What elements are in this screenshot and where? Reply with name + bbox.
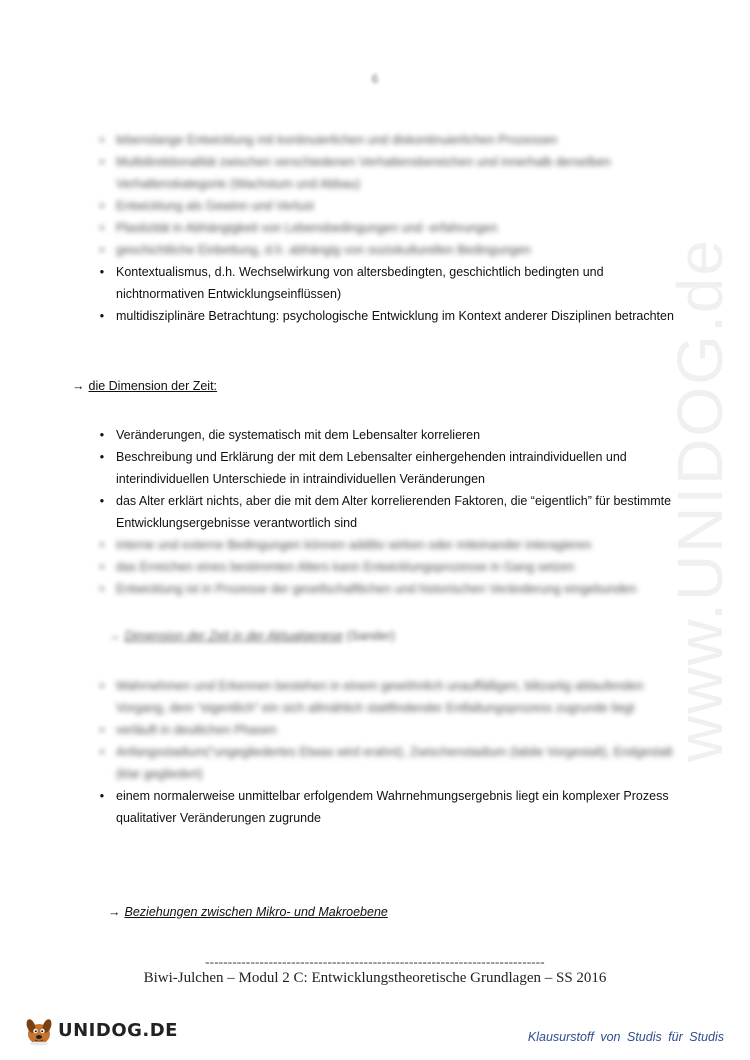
- bullet-icon: •: [99, 243, 105, 257]
- bullet-icon: •: [99, 745, 105, 759]
- section-heading-zeit: [72, 376, 217, 396]
- dog-mascot-icon: [22, 1014, 56, 1046]
- unidog-logo: [22, 1014, 178, 1046]
- section-heading-text: Dimension der Zeit in der Aktualgenese: [124, 629, 343, 643]
- bullet-list-aktualgenese: [96, 675, 686, 829]
- list-item: [96, 261, 686, 305]
- list-item-text: geschichtliche Einbettung, d.h. abhängig von soziokulturellen Bedingungen: [116, 243, 531, 257]
- list-item: [96, 675, 686, 719]
- bullet-icon: •: [99, 560, 105, 574]
- bullet-icon: •: [99, 538, 105, 552]
- section-heading-aktualgenese: [108, 626, 395, 646]
- bullet-icon: •: [99, 155, 105, 169]
- bullet-icon: •: [99, 199, 105, 213]
- arrow-right-icon: →: [108, 629, 121, 643]
- list-item-text: Plastizität in Abhängigkeit von Lebensbedingungen und -erfahrungen: [116, 221, 498, 235]
- list-item-text: das Alter erklärt nichts, aber die mit dem Alter korrelierenden Faktoren, die “eigentlich” für bestimmte Entwicklungsergebnisse verantwortlich sind: [116, 494, 672, 530]
- list-item-text: Kontextualismus, d.h. Wechselwirkung von altersbedingten, geschichtlich bedingten und nichtnormativen Entwicklungseinflüssen): [116, 265, 604, 301]
- list-item: [96, 239, 686, 261]
- bullet-icon: •: [99, 309, 105, 323]
- logo-text: UNIDOG.DE: [58, 1019, 178, 1041]
- bullet-list-principles: [96, 129, 686, 327]
- tagline: Klausurstoff von Studis für Studis: [527, 1030, 724, 1044]
- list-item: [96, 446, 686, 490]
- list-item-text: verläuft in deutlichen Phasen: [116, 723, 277, 737]
- list-item-text: Entwicklung ist in Prozesse der gesellschaftlichen und historischen Veränderung eingebunden: [116, 582, 637, 596]
- bullet-icon: •: [99, 494, 105, 508]
- section-heading-mikro-makro: [108, 902, 388, 922]
- bullet-list-zeit: [96, 424, 686, 600]
- list-item-text: interne und externe Bedingungen können additiv wirken oder miteinander interagieren: [116, 538, 592, 552]
- bullet-icon: •: [99, 450, 105, 464]
- page-number: 6: [371, 72, 379, 86]
- list-item: [96, 151, 686, 195]
- list-item-text: multidisziplinäre Betrachtung: psychologische Entwicklung im Kontext anderer Disziplinen betrachten: [116, 309, 674, 323]
- arrow-right-icon: →: [108, 905, 121, 919]
- list-item: [96, 556, 686, 578]
- watermark: www.UNIDOG.de: [664, 238, 736, 762]
- list-item-text: das Erreichen eines bestimmten Alters kann Entwicklungsprozesse in Gang setzen: [116, 560, 575, 574]
- footer-separator: ---------------------------------------------------------------------------: [205, 954, 545, 969]
- list-item-text: Entwicklung als Gewinn und Verlust: [116, 199, 315, 213]
- bullet-icon: •: [99, 723, 105, 737]
- section-heading-text: Beziehungen zwischen Mikro- und Makroebene: [124, 905, 388, 919]
- footer-title: Biwi-Julchen – Modul 2 C: Entwicklungstheoretische Grundlagen – SS 2016: [143, 970, 607, 986]
- list-item: [96, 719, 686, 741]
- section-heading-text: die Dimension der Zeit:: [88, 379, 218, 393]
- bullet-icon: •: [99, 221, 105, 235]
- bullet-icon: •: [99, 679, 105, 693]
- arrow-right-icon: →: [72, 379, 85, 393]
- list-item-text: Veränderungen, die systematisch mit dem Lebensalter korrelieren: [116, 428, 481, 442]
- bullet-icon: •: [99, 582, 105, 596]
- list-item-text: Multidirektionalität zwischen verschiedenen Verhaltensbereichen und innerhalb derselben Verhaltenskategorie (Wachstum und Abbau): [116, 155, 611, 191]
- list-item: [96, 217, 686, 239]
- list-item: [96, 424, 686, 446]
- list-item: [96, 785, 686, 829]
- bullet-icon: •: [99, 265, 105, 279]
- section-heading-suffix: (Sander): [346, 629, 396, 643]
- list-item-text: Beschreibung und Erklärung der mit dem Lebensalter einhergehenden intraindividuellen und interindividuellen Unterschiede in intraindividuellen Veränderungen: [116, 450, 627, 486]
- list-item: [96, 534, 686, 556]
- list-item: [96, 129, 686, 151]
- list-item: [96, 195, 686, 217]
- bullet-icon: •: [99, 789, 105, 803]
- list-item-text: Anfangsstadium(“ungegliedertes Etwas wird erahnt), Zwischenstadium (labile Vorgestalt), Endgestalt (klar gegliedert): [116, 745, 673, 781]
- list-item: [96, 305, 686, 327]
- list-item-text: einem normalerweise unmittelbar erfolgendem Wahrnehmungsergebnis liegt ein komplexer Prozess qualitativer Veränderungen zugrunde: [116, 789, 669, 825]
- list-item-text: Wahrnehmen und Erkennen bestehen in einem gewöhnlich unauffälligen, blitzartig ablaufenden Vorgang, dem “eigentlich” ein sich allmählich stattfindender Entfaltungsprozess zugrunde liegt: [116, 679, 644, 715]
- list-item: [96, 578, 686, 600]
- bullet-icon: •: [99, 428, 105, 442]
- list-item: [96, 490, 686, 534]
- list-item: [96, 741, 686, 785]
- bullet-icon: •: [99, 133, 105, 147]
- list-item-text: lebenslange Entwicklung mit kontinuierlichen und diskontinuierlichen Prozessen: [116, 133, 558, 147]
